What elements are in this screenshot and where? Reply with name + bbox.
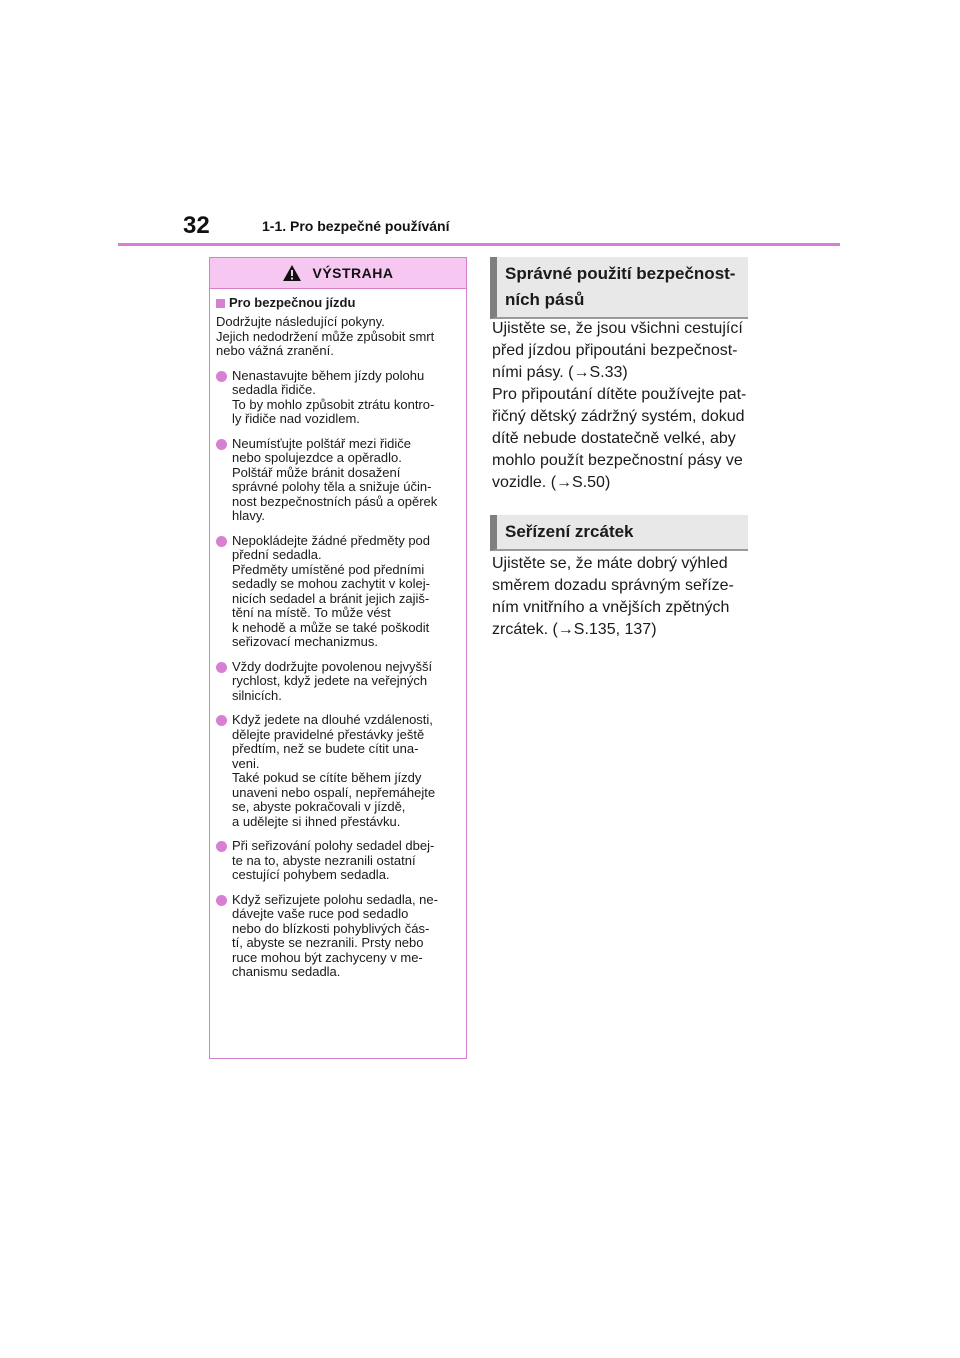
warning-list-item-text — [232, 369, 434, 427]
warning-line: Když seřizujete polohu sedadla, ne- — [232, 891, 438, 907]
warning-line: tění na místě. To může vést — [232, 605, 391, 620]
warning-line: dávejte vaše ruce pod sedadlo — [232, 906, 409, 921]
warning-line: silnicích. — [232, 687, 282, 703]
warning-line: Neumísťujte polštář mezi řidiče — [232, 435, 411, 451]
round-bullet-icon — [216, 439, 227, 450]
round-bullet-icon — [216, 536, 227, 547]
body-line: směrem dozadu správným seříze- — [492, 577, 734, 594]
warning-body — [210, 295, 466, 980]
warning-line: veni. — [232, 755, 260, 771]
warning-line: ly řidiče nad vozidlem. — [232, 411, 360, 426]
square-bullet-icon — [216, 299, 225, 308]
warning-line: nebo do blízkosti pohyblivých čás- — [232, 920, 430, 936]
warning-list-item-text — [232, 660, 432, 704]
warning-line: dělejte pravidelné přestávky ještě — [232, 726, 425, 742]
warning-line: Když jedete na dlouhé vzdálenosti, — [232, 712, 433, 727]
intro-line: Jejich nedodržení může způsobit smrt — [216, 328, 435, 344]
warning-line: předtím, než se budete cítit una- — [232, 741, 419, 756]
warning-line: cestující pohybem sedadla. — [232, 867, 390, 882]
body-line: zrcátek. (→S.135, 137) — [492, 621, 657, 638]
warning-line: te na to, abyste nezranili ostatní — [232, 852, 416, 868]
warning-list-item-text — [232, 713, 435, 829]
warning-line: hlavy. — [232, 508, 265, 523]
warning-subheading-text: Pro bezpečnou jízdu — [229, 295, 356, 310]
warning-line: Nepokládejte žádné předměty pod — [232, 532, 431, 548]
body-line: ními pásy. (→S.33) — [492, 364, 628, 381]
body-line: Ujistěte se, že jsou všichni cestující — [492, 320, 743, 337]
warning-box — [209, 257, 467, 1059]
page-number: 32 — [183, 212, 210, 239]
round-bullet-icon — [216, 895, 227, 906]
body-line: řičný dětský zádržný systém, dokud — [492, 408, 745, 425]
warning-line: tí, abyste se nezranili. Prsty nebo — [232, 935, 424, 950]
section-title-line: Správné použití bezpečnost- — [505, 264, 736, 283]
warning-list-item — [216, 713, 458, 829]
warning-line: přední sedadla. — [232, 547, 322, 562]
body-line: dítě nebude dostatečně velké, aby — [492, 430, 736, 447]
round-bullet-icon — [216, 662, 227, 673]
warning-line: správné polohy těla a snižuje účin- — [232, 479, 432, 494]
warning-line: unaveni nebo ospalí, nepřemáhejte — [232, 784, 436, 800]
section-body-mirrors — [492, 553, 754, 641]
warning-header — [210, 258, 466, 289]
section-title-mirrors — [490, 515, 748, 551]
body-line: mohlo použít bezpečnostní pásy ve — [492, 452, 743, 469]
body-line: Pro připoutání dítěte používejte pat- — [492, 386, 747, 403]
warning-intro — [216, 315, 458, 359]
body-line: před jízdou připoutáni bezpečnost- — [492, 342, 738, 359]
warning-triangle-icon — [282, 264, 302, 282]
warning-line: Také pokud se cítíte během jízdy — [232, 770, 422, 785]
warning-list-item — [216, 369, 458, 427]
warning-list-item — [216, 437, 458, 524]
section-title-line: Seřízení zrcátek — [505, 522, 634, 541]
warning-line: Při seřizování polohy sedadel dbej- — [232, 838, 435, 853]
round-bullet-icon — [216, 841, 227, 852]
warning-list-item — [216, 660, 458, 704]
warning-line: Vždy dodržujte povolenou nejvyšší — [232, 658, 433, 674]
warning-list — [216, 369, 458, 980]
section-title-seatbelts — [490, 257, 748, 319]
body-line: ním vnitřního a vnějších zpětných — [492, 599, 730, 616]
round-bullet-icon — [216, 715, 227, 726]
warning-subheading — [216, 295, 458, 311]
warning-list-item-text — [232, 534, 430, 650]
warning-line: seřizovací mechanizmus. — [232, 634, 378, 649]
warning-line: To by mohlo způsobit ztrátu kontro- — [232, 396, 435, 412]
header-rule — [118, 243, 840, 246]
warning-line: Předměty umístěné pod předními — [232, 561, 425, 577]
section-header: 1-1. Pro bezpečné používání — [262, 218, 450, 234]
warning-line: rychlost, když jedete na veřejných — [232, 673, 428, 688]
warning-list-item — [216, 893, 458, 980]
warning-list-item-text — [232, 893, 438, 980]
warning-line: sedadla řidiče. — [232, 382, 316, 397]
warning-line: Polštář může bránit dosažení — [232, 464, 401, 480]
warning-list-item — [216, 534, 458, 650]
warning-line: sedadly se mohou zachytit v kolej- — [232, 576, 430, 591]
warning-line: nicích sedadel a bránit jejich zajiš- — [232, 590, 430, 606]
warning-list-item — [216, 839, 458, 883]
body-line: Ujistěte se, že máte dobrý výhled — [492, 555, 728, 572]
intro-line: nebo vážná zranění. — [216, 343, 334, 358]
warning-line: nost bezpečnostních pásů a opěrek — [232, 493, 438, 509]
warning-line: ruce mohou být zachyceny v me- — [232, 949, 423, 965]
warning-line: k nehodě a může se také poškodit — [232, 619, 430, 635]
warning-line: a udělejte si ihned přestávku. — [232, 813, 401, 829]
section-title-line: ních pásů — [505, 290, 585, 309]
body-line: vozidle. (→S.50) — [492, 474, 611, 491]
section-body-seatbelts — [492, 318, 754, 494]
warning-line: se, abyste pokračovali v jízdě, — [232, 799, 406, 814]
round-bullet-icon — [216, 371, 227, 382]
warning-title: VÝSTRAHA — [312, 265, 394, 281]
intro-line: Dodržujte následující pokyny. — [216, 314, 385, 329]
warning-line: nebo spolujezdce a opěradlo. — [232, 450, 402, 465]
warning-line: Nenastavujte během jízdy polohu — [232, 367, 425, 383]
warning-list-item-text — [232, 839, 434, 883]
warning-line: chanismu sedadla. — [232, 964, 341, 979]
warning-list-item-text — [232, 437, 437, 524]
